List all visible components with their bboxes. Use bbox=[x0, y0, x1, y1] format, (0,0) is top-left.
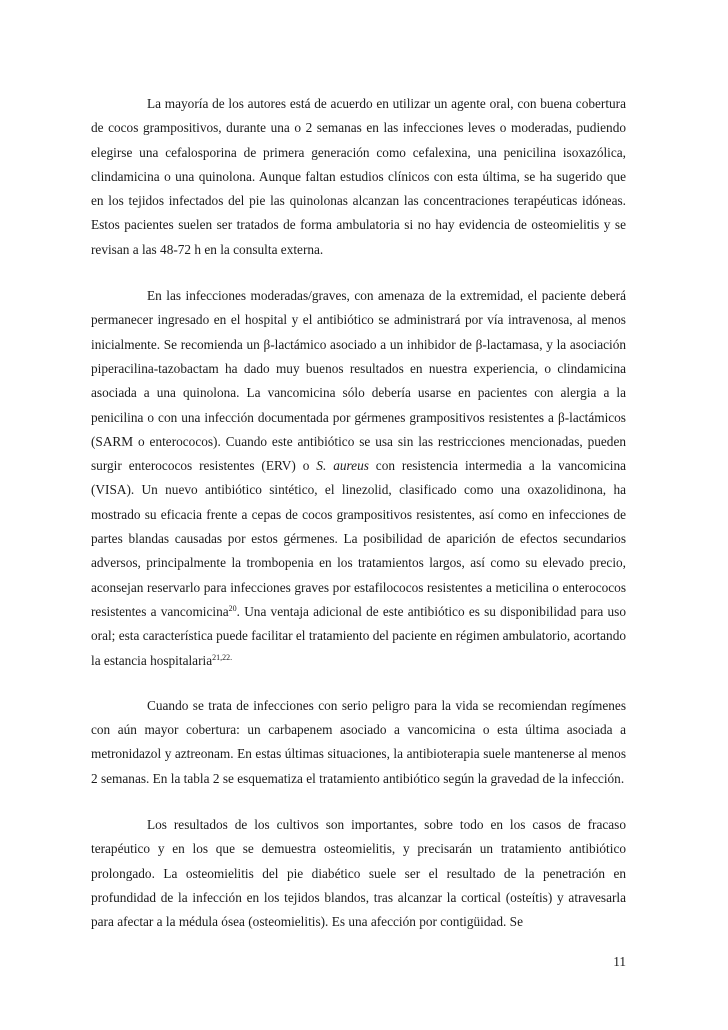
paragraph bbox=[91, 694, 626, 791]
species-name-italic: S. aureus bbox=[316, 458, 369, 474]
body-text bbox=[91, 92, 626, 957]
paragraph-text: La mayoría de los autores está de acuerdo en utilizar un agente oral, con buena cobertura de cocos grampositivos, durante una o 2 semanas en las infecciones leves o moderadas, pudiendo elegirse una cefalosporina de primera generación como cefalexina, una penicilina isoxazólica, clindamicina o una quinolona. Aunque faltan estudios clínicos con esta última, se ha sugerido que en los tejidos infectados del pie las quinolonas alcanzan las concentraciones terapéuticas idóneas. Estos pacientes suelen ser tratados de forma ambulatoria si no hay evidencia de osteomielitis y se revisan a las 48-72 h en la consulta externa. bbox=[91, 96, 626, 257]
paragraph bbox=[91, 92, 626, 262]
paragraph-text: . Una ventaja adicional de este antibiótico es su disponibilidad para uso oral; esta característica puede facilitar el tratamiento del paciente en régimen ambulatorio, acortando la estancia hospitalaria bbox=[91, 603, 626, 668]
paragraph-text: En las infecciones moderadas/graves, con amenaza de la extremidad, el paciente deberá permanecer ingresado en el hospital y el antibiótico se administrará por vía intravenosa, al menos inicialmente. Se recomienda un β-lactámico asociado a un inhibidor de β-lactamasa, y la asociación piperacilina-tazobactam ha dado muy buenos resultados en nuestra experiencia, o clindamicina asociada a una quinolona. La vancomicina sólo debería usarse en pacientes con alergia a la penicilina o con una infección documentada por gérmenes grampositivos resistentes a β-lactámicos (SARM o enterococos). Cuando este antibiótico se usa sin las restricciones mencionadas, pueden surgir enterococos resistentes (ERV) o bbox=[91, 288, 626, 474]
paragraph bbox=[91, 813, 626, 934]
paragraph-text: con resistencia intermedia a la vancomicina (VISA). Un nuevo antibiótico sintético, el linezolid, clasificado como una oxazolidinona, ha mostrado su eficacia frente a cepas de cocos grampositivos resistentes, así como en infecciones de partes blandas causadas por estos gérmenes. La posibilidad de aparición de efectos secundarios adversos, principalmente la trombopenia en los tratamientos largos, así como su elevado precio, aconsejan reservarlo para infecciones graves por estafilococos resistentes a meticilina o enterococos resistentes a vancomicina bbox=[91, 458, 626, 619]
paragraph-text: Cuando se trata de infecciones con serio peligro para la vida se recomiendan regímenes con aún mayor cobertura: un carbapenem asociado a vancomicina o esta última asociada a metronidazol y aztreonam. En estas últimas situaciones, la antibioterapia suele mantenerse al menos 2 semanas. En la tabla 2 se esquematiza el tratamiento antibiótico según la gravedad de la infección. bbox=[91, 697, 626, 786]
citation-superscript: 21,22. bbox=[212, 652, 233, 662]
paragraph bbox=[91, 284, 626, 673]
citation-superscript: 20 bbox=[228, 603, 237, 613]
paragraph-text: Los resultados de los cultivos son importantes, sobre todo en los casos de fracaso terapéutico y en los que se demuestra osteomielitis, y precisarán un tratamiento antibiótico prolongado. La osteomielitis del pie diabético suele ser el resultado de la penetración en profundidad de la infección en los tejidos blandos, tras alcanzar la cortical (osteítis) y atravesarla para afectar a la médula ósea (osteomielitis). Es una afección por contigüidad. Se bbox=[91, 817, 626, 930]
page-number: 11 bbox=[613, 954, 626, 969]
